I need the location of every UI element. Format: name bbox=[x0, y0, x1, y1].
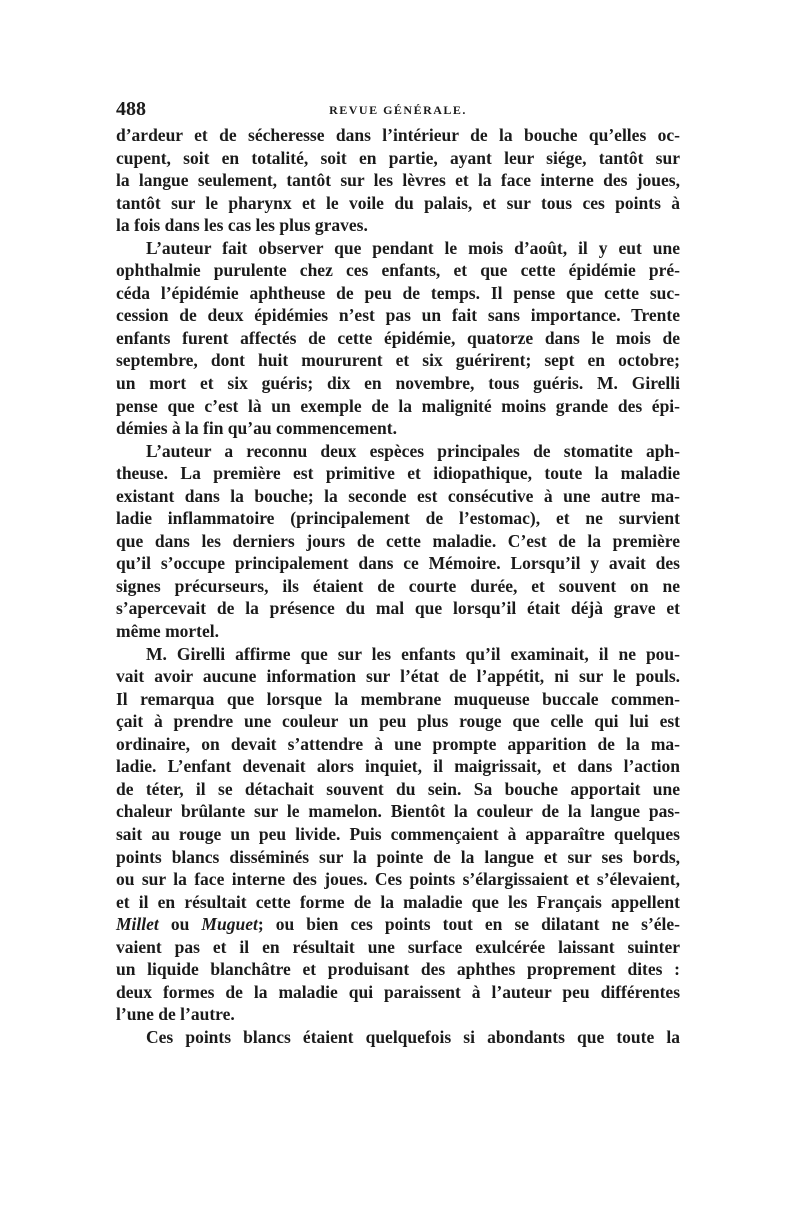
text-line: M. Girelli affirme que sur les enfants qu’il examinait, il ne pou- bbox=[146, 643, 680, 664]
text-line: chaleur brûlante sur le mamelon. Bientôt la couleur de la langue pas- bbox=[116, 801, 680, 822]
text-line: d’ardeur et de sécheresse dans l’intérieur de la bouche qu’elles oc- bbox=[116, 125, 680, 145]
text-line: l’une de l’autre. bbox=[116, 1004, 235, 1025]
text-line: deux formes de la maladie qui paraissent à l’auteur peu différentes bbox=[116, 981, 680, 1002]
text-line-italic-terms bbox=[116, 913, 680, 936]
text-line: un mort et six guéris; dix en novembre, tous guéris. M. Girelli bbox=[116, 373, 680, 394]
text-line: Ces points blancs étaient quelquefois si abondants que toute la bbox=[146, 1026, 680, 1047]
text-line: céda l’épidémie aphtheuse de peu de temps. Il pense que cette suc- bbox=[116, 282, 680, 303]
text-line: démies à la fin qu’au commencement. bbox=[116, 418, 397, 439]
text-line: pense que c’est là un exemple de la malignité moins grande des épi- bbox=[116, 395, 680, 416]
text-line: theuse. La première est primitive et idiopathique, toute la maladie bbox=[116, 463, 680, 484]
text-line: la fois dans les cas les plus graves. bbox=[116, 215, 368, 236]
text-line: Il remarqua que lorsque la membrane muqueuse buccale commen- bbox=[116, 688, 680, 709]
line-mid: ou bbox=[158, 914, 202, 935]
text-line: tantôt sur le pharynx et le voile du palais, et sur tous ces points à bbox=[116, 192, 680, 213]
text-line: la langue seulement, tantôt sur les lèvres et la face interne des joues, bbox=[116, 170, 680, 191]
text-line: ladie inflammatoire (principalement de l’estomac), et ne survient bbox=[116, 508, 680, 529]
text-line: un liquide blanchâtre et produisant des aphthes proprement dites : bbox=[116, 959, 680, 980]
italic-term-muguet: Muguet bbox=[201, 914, 258, 935]
text-line: et il en résultait cette forme de la maladie que les Français appellent bbox=[116, 891, 680, 912]
page-number: 488 bbox=[116, 98, 146, 120]
body-text bbox=[116, 124, 680, 1048]
italic-term-millet: Millet bbox=[116, 914, 159, 935]
text-line: vaient pas et il en résultait une surface exulcérée laissant suinter bbox=[116, 936, 680, 957]
text-line: existant dans la bouche; la seconde est consécutive à une autre ma- bbox=[116, 485, 680, 506]
text-line: signes précurseurs, ils étaient de courte durée, et souvent on ne bbox=[116, 575, 680, 596]
text-line: sait au rouge un peu livide. Puis commençaient à apparaître quelques bbox=[116, 823, 680, 844]
running-title: REVUE GÉNÉRALE. bbox=[329, 103, 467, 117]
text-line: points blancs disséminés sur la pointe de la langue et sur ses bords, bbox=[116, 846, 680, 867]
text-line: ordinaire, on devait s’attendre à une prompte apparition de la ma- bbox=[116, 733, 680, 754]
text-line: ou sur la face interne des joues. Ces points s’élargissaient et s’élevaient, bbox=[116, 869, 680, 890]
line-post: ; ou bien ces points tout en se dilatant ne s’éle- bbox=[257, 914, 680, 935]
text-line: septembre, dont huit moururent et six guérirent; sept en octobre; bbox=[116, 350, 680, 371]
text-line: s’apercevait de la présence du mal que lorsqu’il était déjà grave et bbox=[116, 598, 680, 619]
text-line: ladie. L’enfant devenait alors inquiet, il maigrissait, et dans l’action bbox=[116, 756, 680, 777]
text-line: L’auteur a reconnu deux espèces principales de stomatite aph- bbox=[146, 440, 680, 461]
text-line: çait à prendre une couleur un peu plus rouge que celle qui lui est bbox=[116, 711, 680, 732]
text-line: de téter, il se détachait souvent du sein. Sa bouche apportait une bbox=[116, 778, 680, 799]
text-line: cupent, soit en totalité, soit en partie, ayant leur siége, tantôt sur bbox=[116, 147, 680, 168]
text-line: enfants furent affectés de cette épidémie, quatorze dans le mois de bbox=[116, 327, 680, 348]
text-line: cession de deux épidémies n’est pas un fait sans importance. Trente bbox=[116, 305, 680, 326]
text-line: que dans les derniers jours de cette maladie. C’est de la première bbox=[116, 530, 680, 551]
text-line: vait avoir aucune information sur l’état de l’appétit, ni sur le pouls. bbox=[116, 666, 680, 687]
text-line: ophthalmie purulente chez ces enfants, et que cette épidémie pré- bbox=[116, 260, 680, 281]
text-line: qu’il s’occupe principalement dans ce Mémoire. Lorsqu’il y avait des bbox=[116, 553, 680, 574]
text-line: L’auteur fait observer que pendant le mois d’août, il y eut une bbox=[146, 237, 680, 258]
text-line: même mortel. bbox=[116, 621, 219, 642]
